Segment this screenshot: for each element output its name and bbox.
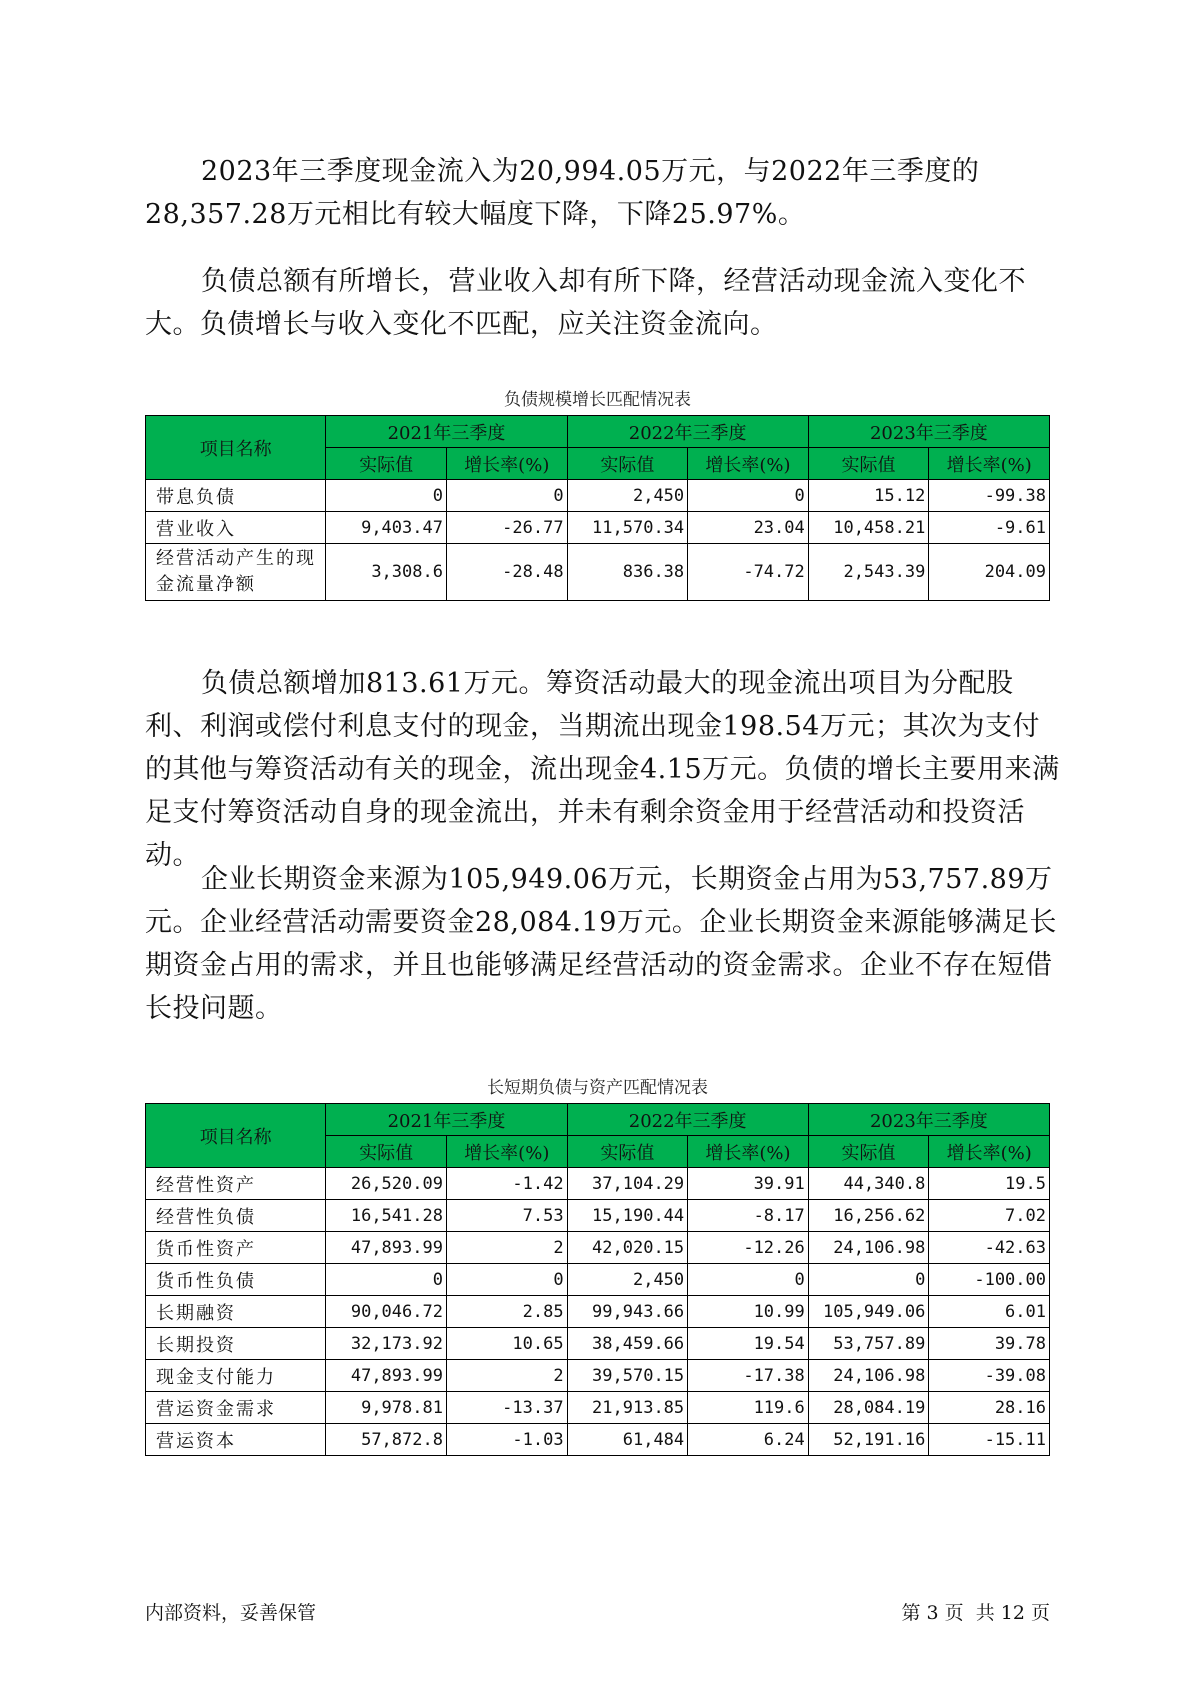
row-label: 营业收入 (146, 512, 326, 544)
cell-actual-value: 26,520.09 (326, 1168, 447, 1200)
row-label: 长期融资 (146, 1296, 326, 1328)
cell-actual-value: 90,046.72 (326, 1296, 447, 1328)
cell-growth-rate: 7.02 (929, 1200, 1050, 1232)
cell-actual-value: 47,893.99 (326, 1232, 447, 1264)
cell-actual-value: 53,757.89 (808, 1328, 929, 1360)
row-label: 带息负债 (146, 480, 326, 512)
header-period: 2023年三季度 (808, 1104, 1049, 1136)
cell-growth-rate: 39.78 (929, 1328, 1050, 1360)
cell-actual-value: 0 (808, 1264, 929, 1296)
cell-actual-value: 99,943.66 (567, 1296, 688, 1328)
row-label: 营运资本 (146, 1424, 326, 1456)
cell-growth-rate: 0 (688, 480, 809, 512)
table-row (146, 1392, 1050, 1424)
cell-actual-value: 10,458.21 (808, 512, 929, 544)
debt-scale-table (145, 415, 1050, 601)
cell-growth-rate: -26.77 (446, 512, 567, 544)
cell-growth-rate: 119.6 (688, 1392, 809, 1424)
cell-actual-value: 9,403.47 (326, 512, 447, 544)
header-growth: 增长率(%) (688, 448, 809, 480)
debt-asset-match-table (145, 1103, 1050, 1456)
paragraph-financing: 负债总额增加813.61万元。筹资活动最大的现金流出项目为分配股利、利润或偿付利息支付的现金，当期流出现金198.54万元；其次为支付的其他与筹资活动有关的现金，流出现金4.15万元。负债的增长主要用来满足支付筹资活动自身的现金流出，并未有剩余资金用于经营活动和投资活动。 (145, 668, 1060, 871)
cell-actual-value: 16,256.62 (808, 1200, 929, 1232)
cell-actual-value: 21,913.85 (567, 1392, 688, 1424)
header-period: 2023年三季度 (808, 416, 1049, 448)
table-row (146, 1232, 1050, 1264)
cell-growth-rate: -13.37 (446, 1392, 567, 1424)
row-label: 营运资金需求 (146, 1392, 326, 1424)
cell-actual-value: 42,020.15 (567, 1232, 688, 1264)
cell-growth-rate: -12.26 (688, 1232, 809, 1264)
header-actual: 实际值 (567, 1136, 688, 1168)
cell-growth-rate: 0 (688, 1264, 809, 1296)
table-header-row (146, 1104, 1050, 1136)
cell-actual-value: 836.38 (567, 544, 688, 601)
table-row (146, 1296, 1050, 1328)
table-row (146, 1328, 1050, 1360)
footer-confidential: 内部资料，妥善保管 (145, 1602, 317, 1624)
header-period: 2022年三季度 (567, 416, 808, 448)
table-row (146, 544, 1050, 601)
table-row (146, 512, 1050, 544)
header-actual: 实际值 (326, 1136, 447, 1168)
cell-actual-value: 24,106.98 (808, 1360, 929, 1392)
header-item-name: 项目名称 (146, 416, 326, 480)
cell-growth-rate: 10.65 (446, 1328, 567, 1360)
cell-actual-value: 28,084.19 (808, 1392, 929, 1424)
footer-page-number: 第 3 页 共 12 页 (901, 1602, 1050, 1624)
cell-growth-rate: 2.85 (446, 1296, 567, 1328)
table-row (146, 1360, 1050, 1392)
cell-actual-value: 2,543.39 (808, 544, 929, 601)
cell-growth-rate: -74.72 (688, 544, 809, 601)
cell-actual-value: 57,872.8 (326, 1424, 447, 1456)
cell-actual-value: 11,570.34 (567, 512, 688, 544)
table2-caption: 长短期负债与资产匹配情况表 (487, 1078, 708, 1098)
header-period: 2022年三季度 (567, 1104, 808, 1136)
table-row (146, 1424, 1050, 1456)
table-row (146, 1200, 1050, 1232)
cell-actual-value: 38,459.66 (567, 1328, 688, 1360)
cell-growth-rate: 23.04 (688, 512, 809, 544)
cell-actual-value: 32,173.92 (326, 1328, 447, 1360)
header-growth: 增长率(%) (446, 448, 567, 480)
cell-actual-value: 37,104.29 (567, 1168, 688, 1200)
cell-actual-value: 15.12 (808, 480, 929, 512)
cell-growth-rate: -1.42 (446, 1168, 567, 1200)
header-item-name: 项目名称 (146, 1104, 326, 1168)
cell-growth-rate: 0 (446, 1264, 567, 1296)
cell-growth-rate: -8.17 (688, 1200, 809, 1232)
paragraph-cash-inflow: 2023年三季度现金流入为20,994.05万元，与2022年三季度的28,357.28万元相比有较大幅度下降，下降25.97%。 (145, 156, 980, 230)
cell-growth-rate: 7.53 (446, 1200, 567, 1232)
row-label: 货币性负债 (146, 1264, 326, 1296)
table1-caption: 负债规模增长匹配情况表 (504, 390, 691, 410)
cell-growth-rate: -42.63 (929, 1232, 1050, 1264)
cell-actual-value: 105,949.06 (808, 1296, 929, 1328)
header-actual: 实际值 (326, 448, 447, 480)
cell-growth-rate: -28.48 (446, 544, 567, 601)
header-period: 2021年三季度 (326, 416, 567, 448)
header-growth: 增长率(%) (446, 1136, 567, 1168)
table-row (146, 1264, 1050, 1296)
cell-growth-rate: 28.16 (929, 1392, 1050, 1424)
paragraph-debt-revenue: 负债总额有所增长，营业收入却有所下降，经营活动现金流入变化不大。负债增长与收入变化不匹配，应关注资金流向。 (145, 266, 1026, 340)
cell-actual-value: 39,570.15 (567, 1360, 688, 1392)
cell-growth-rate: -39.08 (929, 1360, 1050, 1392)
cell-growth-rate: 204.09 (929, 544, 1050, 601)
cell-actual-value: 0 (326, 1264, 447, 1296)
cell-growth-rate: -1.03 (446, 1424, 567, 1456)
cell-actual-value: 0 (326, 480, 447, 512)
cell-growth-rate: -99.38 (929, 480, 1050, 512)
cell-actual-value: 2,450 (567, 480, 688, 512)
cell-actual-value: 2,450 (567, 1264, 688, 1296)
cell-actual-value: 47,893.99 (326, 1360, 447, 1392)
cell-actual-value: 44,340.8 (808, 1168, 929, 1200)
cell-growth-rate: 10.99 (688, 1296, 809, 1328)
cell-actual-value: 16,541.28 (326, 1200, 447, 1232)
table-row (146, 1168, 1050, 1200)
table-row (146, 480, 1050, 512)
cell-growth-rate: -17.38 (688, 1360, 809, 1392)
cell-actual-value: 24,106.98 (808, 1232, 929, 1264)
row-label: 现金支付能力 (146, 1360, 326, 1392)
paragraph-long-term-funds: 企业长期资金来源为105,949.06万元，长期资金占用为53,757.89万元。企业经营活动需要资金28,084.19万元。企业长期资金来源能够满足长期资金占用的需求，并且也能够满足经营活动的资金需求。企业不存在短借长投问题。 (145, 864, 1057, 1024)
cell-growth-rate: -100.00 (929, 1264, 1050, 1296)
cell-growth-rate: 6.01 (929, 1296, 1050, 1328)
header-actual: 实际值 (808, 1136, 929, 1168)
header-actual: 实际值 (567, 448, 688, 480)
cell-actual-value: 3,308.6 (326, 544, 447, 601)
cell-growth-rate: -15.11 (929, 1424, 1050, 1456)
header-period: 2021年三季度 (326, 1104, 567, 1136)
cell-growth-rate: 39.91 (688, 1168, 809, 1200)
header-growth: 增长率(%) (929, 448, 1050, 480)
cell-growth-rate: 6.24 (688, 1424, 809, 1456)
cell-actual-value: 15,190.44 (567, 1200, 688, 1232)
cell-growth-rate: 19.5 (929, 1168, 1050, 1200)
cell-actual-value: 61,484 (567, 1424, 688, 1456)
row-label: 经营性资产 (146, 1168, 326, 1200)
header-growth: 增长率(%) (929, 1136, 1050, 1168)
cell-growth-rate: 0 (446, 480, 567, 512)
cell-growth-rate: -9.61 (929, 512, 1050, 544)
header-actual: 实际值 (808, 448, 929, 480)
cell-growth-rate: 2 (446, 1232, 567, 1264)
row-label: 货币性资产 (146, 1232, 326, 1264)
cell-growth-rate: 19.54 (688, 1328, 809, 1360)
cell-growth-rate: 2 (446, 1360, 567, 1392)
table-header-row (146, 416, 1050, 448)
row-label: 经营性负债 (146, 1200, 326, 1232)
cell-actual-value: 9,978.81 (326, 1392, 447, 1424)
row-label: 长期投资 (146, 1328, 326, 1360)
row-label: 经营活动产生的现金流量净额 (146, 544, 326, 601)
header-growth: 增长率(%) (688, 1136, 809, 1168)
cell-actual-value: 52,191.16 (808, 1424, 929, 1456)
